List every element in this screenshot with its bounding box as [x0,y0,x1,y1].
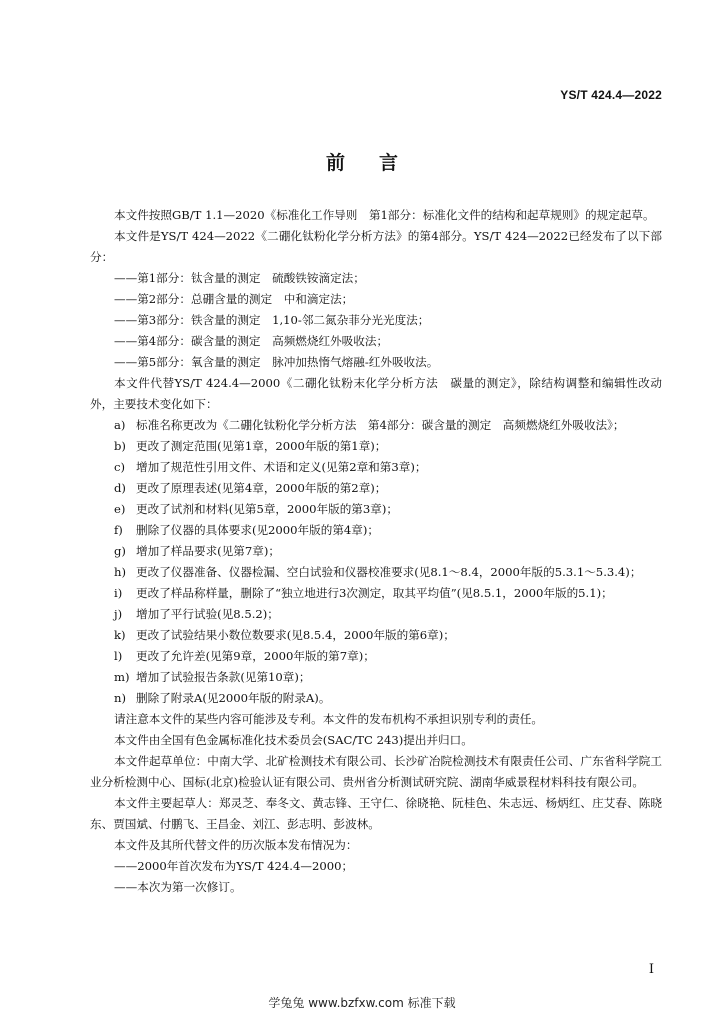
list-marker: m) [114,670,130,684]
list-item-text: 标准名称更改为《二硼化钛粉化学分析方法 第4部分：碳含量的测定 高频燃烧红外吸收法》； [136,418,625,432]
list-item [90,478,662,499]
list-item-text: 删除了附录A(见2000年版的附录A)。 [136,691,331,705]
list-item: ——第3部分：铁含量的测定 1,10-邻二氮杂菲分光光度法； [114,313,430,327]
list-item-text: 增加了规范性引用文件、术语和定义(见第2章和第3章)； [136,460,427,474]
list-marker: k) [114,628,126,642]
list-item [90,520,662,541]
list-item [90,646,662,667]
history-list [90,856,662,898]
list-item-text: 更改了试剂和材料(见第5章，2000年版的第3章)； [136,502,398,516]
changes-list [90,415,662,709]
list-marker: g) [114,544,126,558]
paragraph-drafting-rules: 本文件按照GB/T 1.1—2020《标准化工作导则 第1部分：标准化文件的结构和起草规则》的规定起草。 [114,208,655,222]
list-item [90,499,662,520]
list-item [90,457,662,478]
paragraph-drafting-units: 本文件起草单位：中南大学、北矿检测技术有限公司、长沙矿冶院检测技术有限责任公司、广东省科学院工业分析检测中心、国标(北京)检验认证有限公司、贵州省分析测试研究院、湖南华威景程材料科技有限公司。 [90,754,662,789]
list-marker: f) [114,523,123,537]
paragraph-proposer: 本文件由全国有色金属标准化技术委员会(SAC/TC 243)提出并归口。 [114,733,473,747]
list-marker: d) [114,481,126,495]
list-item-text: 更改了仪器准备、仪器检漏、空白试验和仪器校准要求(见8.1～8.4，2000年版的5.3.1～5.3.4)； [136,565,642,579]
list-item-text: 增加了样品要求(见第7章)； [136,544,280,558]
list-item: ——第2部分：总硼含量的测定 中和滴定法； [114,292,354,306]
list-item: ——本次为第一次修订。 [114,880,242,894]
list-marker: i) [114,586,123,600]
list-item: ——第1部分：钛含量的测定 硫酸铁铵滴定法； [114,271,365,285]
list-item [90,562,662,583]
list-marker: e) [114,502,126,516]
list-item-text: 更改了试验结果小数位数要求(见8.5.4，2000年版的第6章)； [136,628,455,642]
paragraph-part-of-series: 本文件是YS/T 424—2022《二硼化钛粉化学分析方法》的第4部分。YS/T 424—2022已经发布了以下部分： [90,229,662,264]
standard-code: YS/T 424.4—2022 [560,88,662,102]
list-item [90,583,662,604]
list-item [90,667,662,688]
list-item-text: 更改了测定范围(见第1章，2000年版的第1章)； [136,439,387,453]
list-item-text: 更改了原理表述(见第4章，2000年版的第2章)； [136,481,387,495]
foreword-body [90,205,662,898]
paragraph-replacement: 本文件代替YS/T 424.4—2000《二硼化钛粉末化学分析方法 碳量的测定》，除结构调整和编辑性改动外，主要技术变化如下： [90,376,662,411]
list-item [90,688,662,709]
list-item [90,541,662,562]
list-marker: a) [114,418,126,432]
list-item [90,604,662,625]
list-item [90,625,662,646]
list-item [90,415,662,436]
list-item [90,436,662,457]
list-marker: b) [114,439,126,453]
page-title: 前言 [325,152,432,174]
list-item: ——第5部分：氧含量的测定 脉冲加热惰气熔融-红外吸收法。 [114,355,439,369]
list-marker: l) [114,649,123,663]
list-item-text: 删除了仪器的具体要求(见2000年版的第4章)； [136,523,380,537]
paragraph-drafters: 本文件主要起草人：郑灵芝、奉冬文、黄志锋、王守仁、徐晓艳、阮桂色、朱志远、杨炳红、庄艾春、陈晓东、贾国斌、付鹏飞、王昌金、刘江、彭志明、彭波林。 [90,796,662,831]
list-item-text: 更改了允许差(见第9章，2000年版的第7章)； [136,649,375,663]
list-item: ——第4部分：碳含量的测定 高频燃烧红外吸收法； [114,334,389,348]
list-marker: n) [114,691,126,705]
list-item-text: 更改了样品称样量，删除了“独立地进行3次测定，取其平均值”(见8.5.1，2000年版的5.1)； [136,586,613,600]
list-item-text: 增加了平行试验(见8.5.2)； [136,607,279,621]
list-marker: c) [114,460,126,474]
list-marker: h) [114,565,126,579]
list-item-text: 增加了试验报告条款(见第10章)； [136,670,311,684]
page-number: I [648,962,654,977]
paragraph-patent-notice: 请注意本文件的某些内容可能涉及专利。本文件的发布机构不承担识别专利的责任。 [114,712,543,726]
parts-list [90,268,662,373]
list-marker: j) [114,607,123,621]
footer-watermark: 学兔兔 www.bzfxw.com 标准下载 [268,996,456,1010]
paragraph-history: 本文件及其所代替文件的历次版本发布情况为： [114,838,358,852]
list-item: ——2000年首次发布为YS/T 424.4—2000； [114,859,354,873]
